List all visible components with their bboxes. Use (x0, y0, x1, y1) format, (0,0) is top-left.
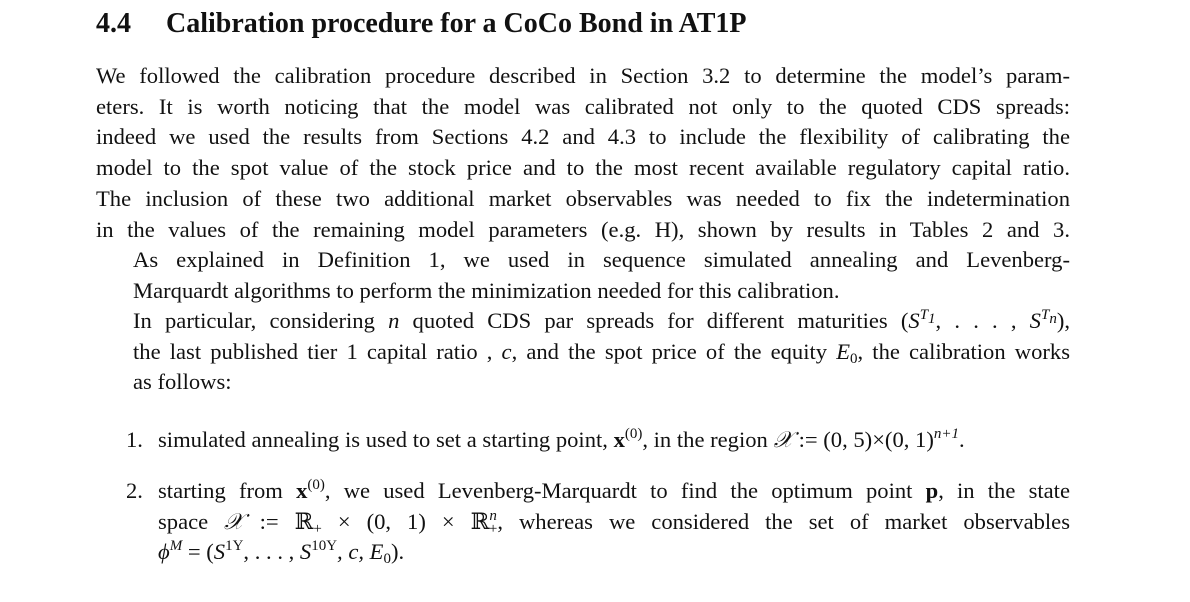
paragraph-calibration-intro (96, 61, 1070, 245)
section-heading (96, 8, 747, 40)
paragraph-line: The inclusion of these two additional market observables was needed to fix the indetermination (96, 185, 1070, 211)
paragraph-line: as follows: (133, 369, 232, 395)
section-number: 4.4 (96, 8, 131, 39)
section-title: Calibration procedure for a CoCo Bond in AT1P (166, 8, 747, 39)
paragraph-line: Marquardt algorithms to perform the minimization needed for this calibration. (133, 277, 840, 303)
paragraph-line: model to the spot value of the stock price and to the most recent available regulatory capital ratio. (96, 155, 1070, 181)
paragraph-line: indeed we used the results from Sections 4.2 and 4.3 to include the flexibility of calibrating the (96, 124, 1070, 150)
paragraph-line: eters. It is worth noticing that the model was calibrated not only to the quoted CDS spreads: (96, 93, 1070, 119)
paragraph-line: in the values of the remaining model parameters (e.g. H), shown by results in Tables 2 and 3. (96, 216, 1070, 242)
paragraph-line: the last published tier 1 capital ratio , c, and the spot price of the equity $E_0$, the calibration works (133, 338, 1070, 367)
paragraph-line: In particular, considering n quoted CDS par spreads for different maturities ($S^{T_1}$, . . . , $S^{T_n}$), (133, 307, 1070, 333)
list-item-text: simulated annealing is used to set a starting point, $x^{(0)}$, in the region 𝒳 := (0, 5)×(0, 1)$^{n+1}$. (158, 426, 965, 452)
paragraph-inputs (96, 306, 1070, 398)
paragraph-algorithms (96, 245, 1070, 306)
paragraph-line: We followed the calibration procedure described in Section 3.2 to determine the model’s param- (96, 63, 1070, 88)
list-item-text: starting from $x^{(0)}$, we used Levenberg-Marquardt to find the optimum point p, in the state space 𝒳 := ℝ$_+$ × (0, 1) × ℝ$^n_+$, whereas we considered the set of market observables $\phi^M = (S^{1Y}$, . . . , $S^{10Y}$, c, $E_0$). (158, 477, 1071, 568)
list-marker: 1. (126, 427, 143, 452)
paragraph-line: As explained in Definition 1, we used in sequence simulated annealing and Levenberg- (133, 247, 1070, 272)
list-marker: 2. (126, 478, 143, 503)
